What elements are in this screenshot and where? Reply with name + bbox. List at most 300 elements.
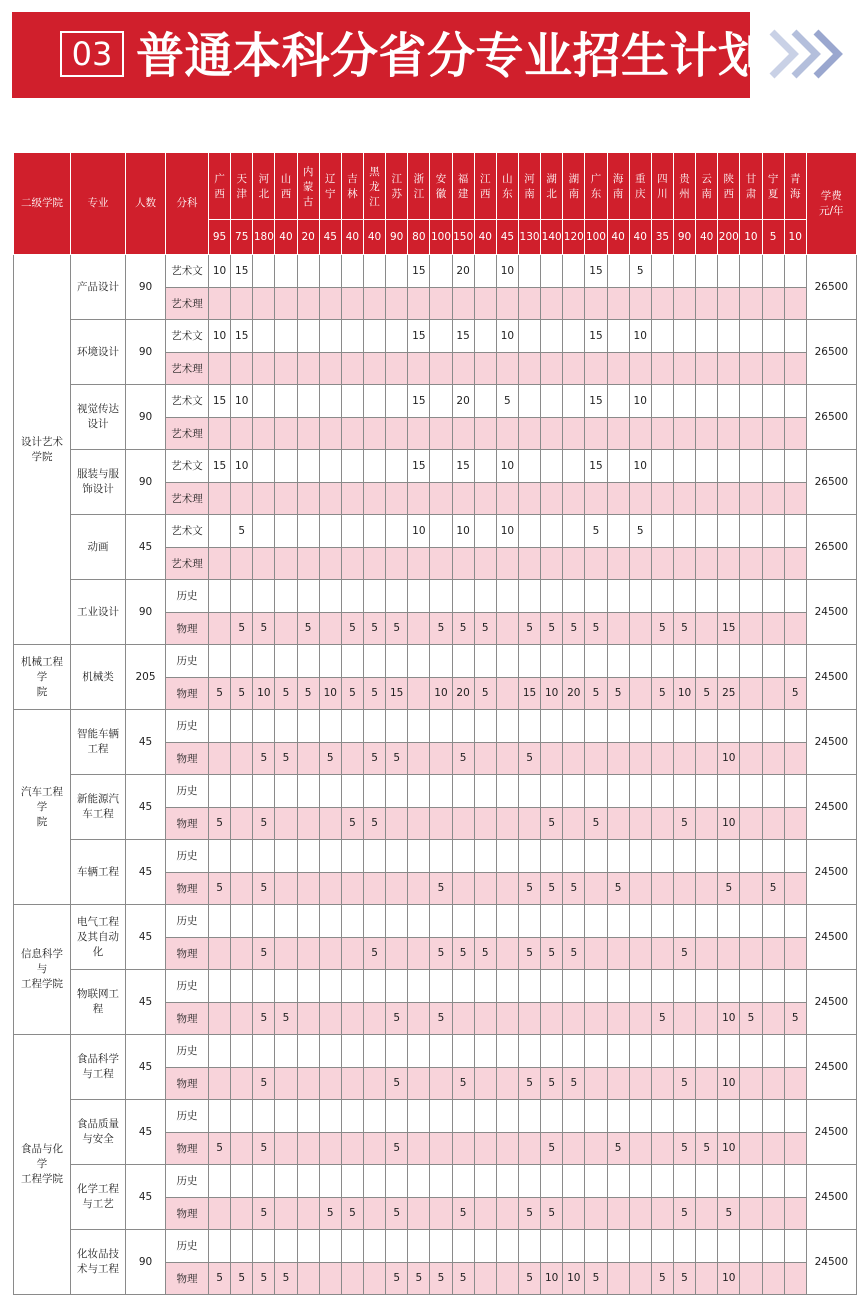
quota-cell (607, 1100, 629, 1133)
quota-cell (696, 1067, 718, 1100)
quota-cell (629, 905, 651, 938)
quota-cell (629, 742, 651, 775)
quota-cell: 5 (651, 1262, 673, 1295)
major-name: 视觉传达 设计 (71, 385, 126, 450)
quota-cell (408, 872, 430, 905)
quota-cell (275, 255, 297, 288)
quota-cell: 10 (231, 450, 253, 483)
quota-cell (518, 320, 540, 353)
quota-cell (386, 352, 408, 385)
quota-cell (629, 417, 651, 450)
quota-cell (607, 547, 629, 580)
quota-cell: 5 (253, 742, 275, 775)
quota-cell (231, 1067, 253, 1100)
quota-cell (209, 515, 231, 548)
category-cell: 物理 (166, 937, 209, 970)
quota-cell: 10 (253, 677, 275, 710)
major-name: 车辆工程 (71, 840, 126, 905)
quota-cell (718, 1100, 740, 1133)
quota-cell (386, 872, 408, 905)
header-province-total: 180 (253, 220, 275, 255)
quota-cell: 20 (452, 385, 474, 418)
tuition-fee: 26500 (806, 385, 856, 450)
quota-cell (629, 1230, 651, 1263)
quota-cell (784, 417, 806, 450)
college-name: 食品与化学 工程学院 (14, 1035, 71, 1295)
quota-cell (363, 547, 385, 580)
quota-cell (585, 1132, 607, 1165)
header-province-total: 40 (363, 220, 385, 255)
quota-cell (740, 1262, 762, 1295)
quota-cell (651, 385, 673, 418)
quota-cell (452, 645, 474, 678)
quota-cell (563, 482, 585, 515)
quota-cell (231, 1197, 253, 1230)
quota-cell (474, 320, 496, 353)
quota-cell: 20 (563, 677, 585, 710)
quota-cell (629, 1165, 651, 1198)
quota-cell: 5 (518, 937, 540, 970)
quota-cell (518, 970, 540, 1003)
quota-cell (629, 352, 651, 385)
quota-cell (319, 547, 341, 580)
quota-cell (740, 612, 762, 645)
quota-cell (386, 937, 408, 970)
quota-cell (607, 482, 629, 515)
quota-cell (762, 580, 784, 613)
quota-cell (585, 1100, 607, 1133)
quota-cell (607, 710, 629, 743)
quota-cell (319, 417, 341, 450)
quota-cell (696, 417, 718, 450)
quota-cell (696, 742, 718, 775)
quota-cell (341, 450, 363, 483)
quota-cell (275, 450, 297, 483)
quota-cell (762, 645, 784, 678)
quota-cell (762, 840, 784, 873)
quota-cell (762, 320, 784, 353)
quota-cell (673, 450, 695, 483)
quota-cell (297, 645, 319, 678)
major-name: 工业设计 (71, 580, 126, 645)
quota-cell: 5 (518, 1197, 540, 1230)
quota-cell (673, 1230, 695, 1263)
quota-cell (718, 905, 740, 938)
quota-cell (762, 385, 784, 418)
quota-cell (408, 1230, 430, 1263)
quota-cell (673, 580, 695, 613)
quota-cell (363, 515, 385, 548)
quota-cell (673, 645, 695, 678)
quota-cell (607, 1067, 629, 1100)
quota-cell (474, 547, 496, 580)
quota-cell (784, 255, 806, 288)
quota-cell: 10 (718, 1132, 740, 1165)
quota-cell (673, 775, 695, 808)
category-cell: 物理 (166, 872, 209, 905)
quota-cell: 5 (518, 742, 540, 775)
category-cell: 历史 (166, 710, 209, 743)
quota-cell (784, 970, 806, 1003)
quota-cell (319, 287, 341, 320)
quota-cell (651, 515, 673, 548)
header-province-total: 40 (275, 220, 297, 255)
quota-cell: 5 (696, 1132, 718, 1165)
quota-cell: 5 (430, 612, 452, 645)
header-fee: 学费 元/年 (806, 153, 856, 255)
quota-cell (651, 287, 673, 320)
quota-cell: 5 (696, 677, 718, 710)
quota-cell (585, 417, 607, 450)
quota-cell (541, 1002, 563, 1035)
quota-cell (474, 840, 496, 873)
quota-cell (363, 970, 385, 1003)
quota-cell (231, 710, 253, 743)
quota-cell (718, 710, 740, 743)
quota-cell: 5 (275, 677, 297, 710)
quota-cell: 10 (319, 677, 341, 710)
quota-cell (696, 1262, 718, 1295)
quota-cell (718, 255, 740, 288)
quota-cell (430, 482, 452, 515)
quota-cell (452, 905, 474, 938)
quota-cell: 5 (209, 807, 231, 840)
quota-cell (319, 580, 341, 613)
table-row (14, 320, 857, 353)
quota-cell (474, 775, 496, 808)
quota-cell: 5 (253, 1197, 275, 1230)
quota-cell (740, 937, 762, 970)
quota-cell (651, 450, 673, 483)
quota-cell: 10 (209, 320, 231, 353)
quota-cell (762, 937, 784, 970)
quota-cell: 5 (762, 872, 784, 905)
quota-cell: 15 (585, 320, 607, 353)
quota-cell (563, 1197, 585, 1230)
quota-cell (541, 385, 563, 418)
major-count: 45 (126, 970, 166, 1035)
quota-cell (718, 515, 740, 548)
quota-cell (452, 547, 474, 580)
quota-cell (408, 775, 430, 808)
quota-cell (718, 645, 740, 678)
header-province-total: 150 (452, 220, 474, 255)
header-province-total: 75 (231, 220, 253, 255)
header-province: 山 西 (275, 153, 297, 220)
quota-cell (209, 1035, 231, 1068)
quota-cell (518, 1165, 540, 1198)
quota-cell (629, 775, 651, 808)
quota-cell (518, 645, 540, 678)
quota-cell (740, 320, 762, 353)
quota-cell (762, 612, 784, 645)
header-province-total: 95 (209, 220, 231, 255)
quota-cell (585, 1230, 607, 1263)
tuition-fee: 24500 (806, 710, 856, 775)
quota-cell: 5 (452, 1197, 474, 1230)
quota-cell (696, 970, 718, 1003)
quota-cell: 5 (784, 677, 806, 710)
quota-cell (762, 775, 784, 808)
quota-cell (784, 1230, 806, 1263)
quota-cell (563, 1002, 585, 1035)
quota-cell (408, 482, 430, 515)
quota-cell (740, 580, 762, 613)
quota-cell (696, 937, 718, 970)
quota-cell (253, 580, 275, 613)
quota-cell (496, 677, 518, 710)
quota-cell (629, 807, 651, 840)
quota-cell (231, 1132, 253, 1165)
quota-cell (585, 482, 607, 515)
quota-cell: 5 (363, 677, 385, 710)
quota-cell (231, 352, 253, 385)
quota-cell: 5 (386, 1197, 408, 1230)
quota-cell (740, 775, 762, 808)
category-cell: 物理 (166, 1002, 209, 1035)
quota-cell (518, 1035, 540, 1068)
quota-cell (297, 1230, 319, 1263)
quota-cell (341, 417, 363, 450)
quota-cell (341, 775, 363, 808)
table-row (14, 840, 857, 873)
quota-cell: 5 (541, 1197, 563, 1230)
quota-cell (629, 1002, 651, 1035)
major-count: 45 (126, 1100, 166, 1165)
quota-cell (253, 840, 275, 873)
quota-cell (363, 320, 385, 353)
quota-cell (607, 807, 629, 840)
quota-cell (518, 287, 540, 320)
quota-cell (784, 352, 806, 385)
quota-cell (275, 580, 297, 613)
table-row (14, 255, 857, 288)
quota-cell: 10 (563, 1262, 585, 1295)
quota-cell (740, 742, 762, 775)
quota-cell: 5 (718, 1197, 740, 1230)
quota-cell (341, 872, 363, 905)
quota-cell (319, 645, 341, 678)
quota-cell (784, 807, 806, 840)
quota-cell (563, 1035, 585, 1068)
header-province: 海 南 (607, 153, 629, 220)
header-province-total: 45 (319, 220, 341, 255)
major-count: 45 (126, 905, 166, 970)
quota-cell (297, 1165, 319, 1198)
quota-cell (651, 547, 673, 580)
quota-cell: 10 (209, 255, 231, 288)
quota-cell (629, 937, 651, 970)
quota-cell: 10 (673, 677, 695, 710)
quota-cell (319, 1067, 341, 1100)
quota-cell (607, 580, 629, 613)
quota-cell (297, 287, 319, 320)
category-cell: 物理 (166, 807, 209, 840)
quota-cell (209, 1230, 231, 1263)
quota-cell (629, 547, 651, 580)
quota-cell (563, 1132, 585, 1165)
quota-cell (518, 1230, 540, 1263)
header-province: 安 徽 (430, 153, 452, 220)
quota-cell (784, 775, 806, 808)
quota-cell (563, 287, 585, 320)
quota-cell (209, 482, 231, 515)
quota-cell (673, 1100, 695, 1133)
quota-cell (784, 1035, 806, 1068)
quota-cell (651, 840, 673, 873)
quota-cell (563, 775, 585, 808)
quota-cell (231, 905, 253, 938)
quota-cell: 15 (585, 255, 607, 288)
quota-cell (474, 1197, 496, 1230)
quota-cell (408, 612, 430, 645)
quota-cell (474, 645, 496, 678)
quota-cell (209, 287, 231, 320)
quota-cell (363, 255, 385, 288)
quota-cell (740, 385, 762, 418)
quota-cell (474, 1100, 496, 1133)
header-province: 青 海 (784, 153, 806, 220)
quota-cell (430, 1100, 452, 1133)
category-cell: 历史 (166, 580, 209, 613)
quota-cell: 5 (651, 612, 673, 645)
table-row (14, 1035, 857, 1068)
quota-cell (275, 937, 297, 970)
quota-cell (430, 320, 452, 353)
table-row (14, 645, 857, 678)
category-cell: 艺术理 (166, 417, 209, 450)
table-row (14, 580, 857, 613)
quota-cell (541, 255, 563, 288)
quota-cell (607, 352, 629, 385)
quota-cell (629, 645, 651, 678)
quota-cell (518, 450, 540, 483)
quota-cell (363, 287, 385, 320)
quota-cell (408, 1132, 430, 1165)
quota-cell (696, 1100, 718, 1133)
quota-cell (452, 417, 474, 450)
header-province: 黑 龙 江 (363, 153, 385, 220)
quota-cell: 5 (651, 677, 673, 710)
quota-cell: 5 (673, 612, 695, 645)
quota-cell (408, 287, 430, 320)
quota-cell (386, 482, 408, 515)
header-province: 贵 州 (673, 153, 695, 220)
quota-cell (297, 710, 319, 743)
quota-cell (209, 742, 231, 775)
quota-cell: 5 (275, 742, 297, 775)
quota-cell: 5 (452, 1262, 474, 1295)
quota-cell (563, 255, 585, 288)
quota-cell (607, 1230, 629, 1263)
quota-cell (651, 970, 673, 1003)
quota-cell (784, 937, 806, 970)
quota-cell (430, 287, 452, 320)
quota-cell (740, 482, 762, 515)
quota-cell (452, 482, 474, 515)
quota-cell: 5 (341, 1197, 363, 1230)
quota-cell: 5 (297, 612, 319, 645)
header-province-total: 40 (696, 220, 718, 255)
quota-cell: 5 (541, 1067, 563, 1100)
quota-cell: 5 (452, 1067, 474, 1100)
quota-cell (651, 1230, 673, 1263)
quota-cell (341, 1165, 363, 1198)
quota-cell (231, 580, 253, 613)
header-province: 江 苏 (386, 153, 408, 220)
quota-cell (275, 970, 297, 1003)
quota-cell (518, 840, 540, 873)
quota-cell: 5 (231, 1262, 253, 1295)
quota-cell (297, 937, 319, 970)
header-college: 二级学院 (14, 153, 71, 255)
quota-cell (297, 352, 319, 385)
quota-cell: 5 (673, 1197, 695, 1230)
quota-cell (209, 645, 231, 678)
quota-cell: 5 (253, 1067, 275, 1100)
quota-cell (541, 645, 563, 678)
major-name: 产品设计 (71, 255, 126, 320)
major-count: 90 (126, 320, 166, 385)
quota-cell: 5 (231, 677, 253, 710)
quota-cell (341, 1262, 363, 1295)
quota-cell (740, 970, 762, 1003)
major-name: 环境设计 (71, 320, 126, 385)
quota-cell (363, 580, 385, 613)
quota-cell (651, 872, 673, 905)
quota-cell (762, 255, 784, 288)
quota-cell (275, 385, 297, 418)
quota-cell (408, 1197, 430, 1230)
quota-cell: 5 (253, 1132, 275, 1165)
quota-cell (740, 807, 762, 840)
quota-cell (275, 905, 297, 938)
major-name: 物联网工 程 (71, 970, 126, 1035)
quota-cell (629, 970, 651, 1003)
quota-cell (541, 710, 563, 743)
quota-cell (474, 905, 496, 938)
quota-cell (518, 547, 540, 580)
quota-cell (607, 515, 629, 548)
quota-cell (430, 385, 452, 418)
quota-cell: 15 (408, 255, 430, 288)
quota-cell (341, 710, 363, 743)
quota-cell (408, 547, 430, 580)
quota-cell (474, 580, 496, 613)
quota-cell (209, 775, 231, 808)
quota-cell (209, 352, 231, 385)
quota-cell: 5 (386, 1132, 408, 1165)
quota-cell (319, 450, 341, 483)
quota-cell (762, 710, 784, 743)
quota-cell (275, 482, 297, 515)
major-count: 205 (126, 645, 166, 710)
quota-cell: 10 (718, 1067, 740, 1100)
quota-cell (209, 710, 231, 743)
quota-cell: 10 (496, 255, 518, 288)
quota-cell (563, 417, 585, 450)
quota-cell (651, 710, 673, 743)
major-name: 食品质量 与安全 (71, 1100, 126, 1165)
quota-cell (563, 710, 585, 743)
quota-cell: 10 (718, 1262, 740, 1295)
quota-cell (784, 1197, 806, 1230)
quota-cell: 10 (629, 385, 651, 418)
quota-cell (452, 1002, 474, 1035)
quota-cell (740, 1132, 762, 1165)
quota-cell (651, 417, 673, 450)
quota-cell (275, 775, 297, 808)
